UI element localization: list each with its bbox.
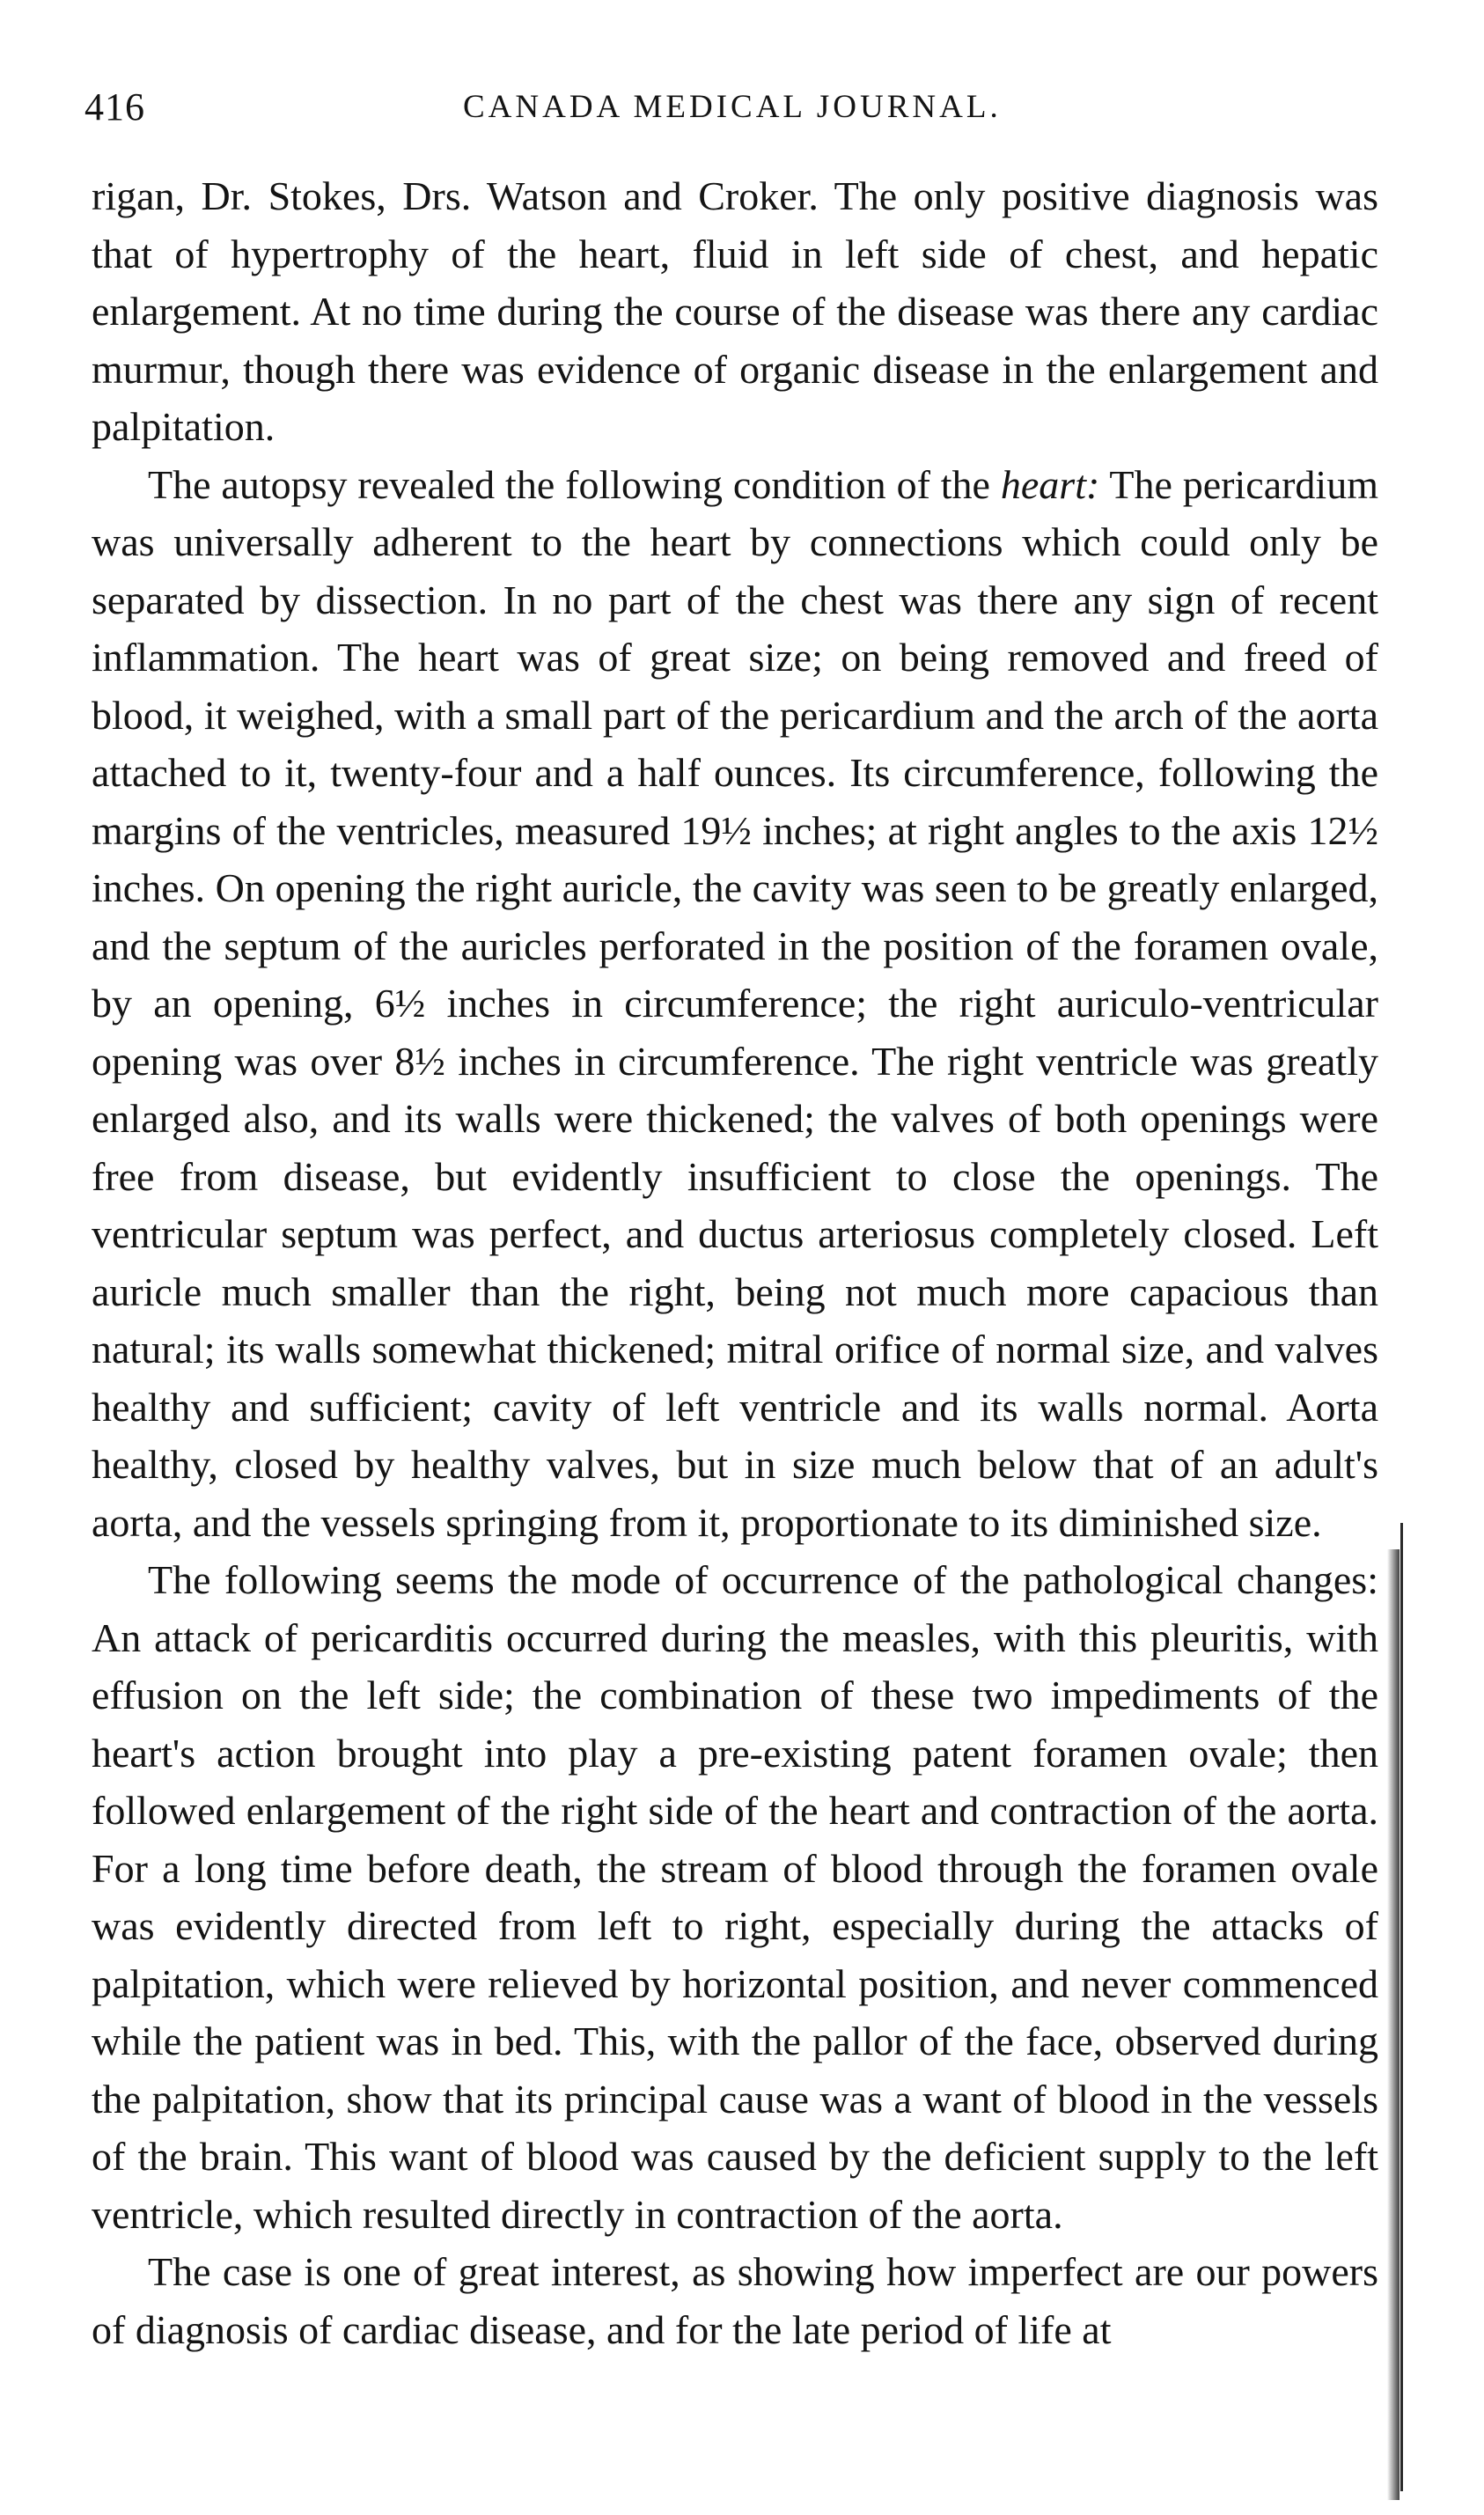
paragraph-2-rest: The pericardium was universally adherent to the heart by connections which could only be separated by dissection. In no part of the chest was there any sign of recent inflammation. The heart was of great size; on being removed and freed of blood, it weighed, with a small part of the pericardium and the arch of the aorta attached to it, twenty-four and a half ounces. Its circumference, following the margins of the ventricles, measured 19½ inches; at right angles to the axis 12½ inches. On opening the right auricle, the cavity was seen to be greatly enlarged, and the septum of the auricles perforated in the position of the foramen ovale, by an opening, 6½ inches in circumference; the right auriculo-ventricular opening was over 8½ inches in circumference. The right ventricle was greatly enlarged also, and its walls were thickened; the valves of both openings were free from disease, but evidently insufficient to close the openings. The ventricular septum was perfect, and ductus arteriosus completely closed. Left auricle much smaller than the right, being not much more capacious than natural; its walls somewhat thickened; mitral orifice of normal size, and valves healthy and sufficient; cavity of left ventricle and its walls normal. Aorta healthy, closed by healthy valves, but in size much below that of an adult's aorta, and the vessels springing from it, proportionate to its diminished size.	[92, 461, 1378, 1545]
paragraph-4: The case is one of great interest, as showing how imperfect are our powers of diagnosis of cardiac disease, and for the late period of life at	[92, 2249, 1378, 2352]
article-body	[92, 167, 1378, 2358]
emphasis-heart: heart:	[1000, 461, 1100, 507]
paragraph-3: The following seems the mode of occurrence of the pathological changes: An attack of pericarditis occurred during the measles, with this pleuritis, with effusion on the left side; the combination of these two impediments of the heart's action brought into play a pre-existing patent foramen ovale; then followed enlargement of the right side of the heart and contraction of the aorta. For a long time before death, the stream of blood through the foramen ovale was evidently directed from left to right, especially during the attacks of palpitation, which were relieved by horizontal position, and never commenced while the patient was in bed. This, with the pallor of the face, observed during the palpitation, show that its principal cause was a want of blood in the vessels of the brain. This want of blood was caused by the deficient supply to the left ventricle, which resulted directly in contraction of the aorta.	[92, 1557, 1378, 2237]
paragraph-2	[92, 456, 1378, 1552]
scan-edge-shadow	[1387, 1549, 1400, 2500]
running-head	[84, 81, 1378, 134]
scan-edge-line	[1400, 1523, 1403, 2491]
page-number: 416	[84, 85, 145, 129]
journal-title: CANADA MEDICAL JOURNAL.	[463, 89, 1002, 125]
paragraph-1: rigan, Dr. Stokes, Drs. Watson and Croker. The only positive diagnosis was that of hypertrophy of the heart, fluid in left side of chest, and hepatic enlargement. At no time during the course of the disease was there any cardiac murmur, though there was evidence of organic disease in the enlargement and palpitation.	[92, 173, 1378, 449]
paragraph-2-lead: The autopsy revealed the following condition of the	[148, 461, 1001, 507]
